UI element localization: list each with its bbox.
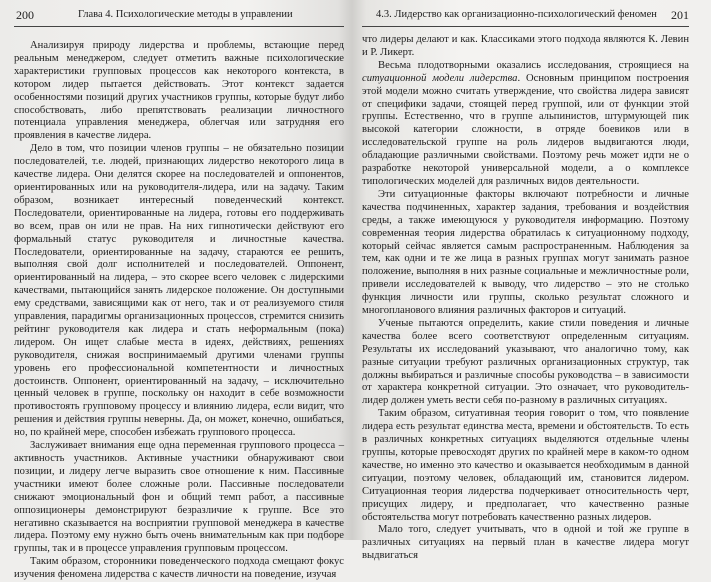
- paragraph: Дело в том, что позиции членов группы – не обязательно позиции последователей, т.е. людей, признающих лидерство некоторого лица в качестве лидера. Они делятся скорее на последователей и оппонентов, ориентированных или на руководителя-лидера, или на задачу. Таким образом, возникает интересный поведенческий контекст. Последователи, ориентированные на лидера, готовы его поддерживать во всем, прав он или не прав. На них гипнотически действуют его формальный статус руководителя и личностные качества. Последователи, ориентированные на задачу, стараются ее решить, выполняя свой долг исполнителей и последователей. Оппонент, ориентированный на лидера, – это скорее всего человек с лидерскими качествами, пытающийся занять лидерское положение. Он доступными ему средствами, зависящими как от него, так и от реализуемого стиля управления, парадигмы организационных процессов, стремится снизить рейтинг руководителя как лидера и стать неформальным (пока) лидером. Он ищет слабые места в идеях, действиях, решениях руководителя, снижая воспринимаемый другими членами группы уровень его профессиональной компетентности и личностных достоинств. Оппонент, ориентированный на задачу, – исключительно ценный человек в группе, поскольку он находит в себе возможности противостоять групповому процессу и влиянию лидера, если видит, что решения и действия группы неверны. Да, он может, конечно, ошибаться, но, по крайней мере, способен избежать группового процесса.: [14, 143, 344, 439]
- right-page-header: [362, 8, 689, 28]
- paragraph: Таким образом, сторонники поведенческого подхода смещают фокус изучения феномена лидерства с качеств личности на поведение, изучая: [14, 556, 344, 581]
- left-page-header: [14, 8, 344, 28]
- paragraph-text: Весьма плодотворными оказались исследования, строящиеся на: [378, 59, 689, 71]
- paragraph-continuation: что лидеры делают и как. Классиками этого подхода являются К. Левин и Р. Ликерт.: [362, 34, 689, 58]
- left-page: [0, 0, 352, 581]
- right-page-text: [362, 34, 689, 563]
- paragraph: [362, 60, 689, 189]
- left-page-text: [14, 40, 344, 582]
- paragraph: Заслуживает внимания еще одна переменная группового процесса – активность участников. Активные участники обнаруживают свои позиции, и лидеру легче выразить свое отношение к ним. Пассивные участники имеют более сложные роли. Пассивные последователи снижают эмоциональный фон и общий темп работ, а пассивные оппозиционеры демонстрируют безразличие к группе. Все это негативно сказывается на восприятии групповой менеджера в качестве лидера. Поэтому ему нужно быть очень внимательным как при подборе группы, так и в процессе управления групповым процессом.: [14, 440, 344, 555]
- right-page: [352, 0, 711, 562]
- paragraph: Мало того, следует учитывать, что в одной и той же группе в различных ситуациях на первый план в качестве лидера могут выдвигаться: [362, 524, 689, 562]
- paragraph: Анализируя природу лидерства и проблемы, встающие перед реальным менеджером, следует отметить важные психологические характеристики групповых процессов как некоторого контекста, в котором лидер пытается действовать. Этот контекст задается особенностями позиций других участников группы, которые будут либо способствовать, либо препятствовать реализации личностного потенциала управления менеджера, облегчая или затрудняя его проявления в качестве лидера.: [14, 40, 344, 142]
- header-rule: [362, 26, 689, 27]
- emphasized-term: ситуационной модели лидерства: [362, 72, 518, 84]
- paragraph: Таким образом, ситуативная теория говорит о том, что появление лидера есть результат единства места, времени и обстоятельств. То есть в различных конкретных ситуациях выделяются отдельные члены группы, которые превосходят других по крайней мере в каком-то одном качестве, но именно это качество и оказывается необходимым в данной ситуации, поэтому человек, обладающий им, становится лидером. Ситуационная теория лидерства подчеркивает относительность черт, присущих лидеру, и предполагает, что качественно разные обстоятельства могут потребовать качественно разных лидеров.: [362, 408, 689, 523]
- page-number: 200: [16, 8, 34, 22]
- paragraph: Ученые пытаются определить, какие стили поведения и личные качества более всего соответствуют определенным ситуациям. Результаты их исследований указывают, что аналогично тому, как разные ситуации требуют различных организационных структур, так должны выбираться и различные способы руководства – в зависимости от характера конкретной ситуации. Это означает, что руководитель-лидер должен уметь вести себя по-разному в различных ситуациях.: [362, 317, 689, 407]
- paragraph: Эти ситуационные факторы включают потребности и личные качества подчиненных, характер задания, требования и воздействия среды, а также имеющуюся у руководителя информацию. Поэтому современная теория лидерства обратилась к ситуационному подходу, который сейчас является самым распространенным. Наблюдения за тем, как одни и те же лица в разных группах могут занимать разное положение, выполняя в них разные социальные и межличностные роли, привели исследователей к выводу, что лидерство – это не столько функция личности или группы, сколько результат сложного и многопланового влияния различных факторов и ситуаций.: [362, 188, 689, 317]
- running-head: 4.3. Лидерство как организационно-психологический феномен: [376, 9, 657, 20]
- header-rule: [14, 26, 344, 27]
- paragraph-text: . Основным принципом построения этой модели можно считать утверждение, что свойства лидера зависят от специфики задачи, стоящей перед группой, или от функции этой группы. Естественно, что в группе альпинистов, штурмующей пик высокой категории сложности, в отряде боевиков или в исследовательской группе на роль лидеров выдвигаются люди, обладающие различными свойствами. Поэтому речь может идти не о разработке некоторой универсальной модели, а о комплексе типологических моделей для различных видов деятельности.: [362, 72, 689, 187]
- running-head: Глава 4. Психологические методы в управлении: [78, 9, 293, 20]
- page-number: 201: [671, 8, 689, 22]
